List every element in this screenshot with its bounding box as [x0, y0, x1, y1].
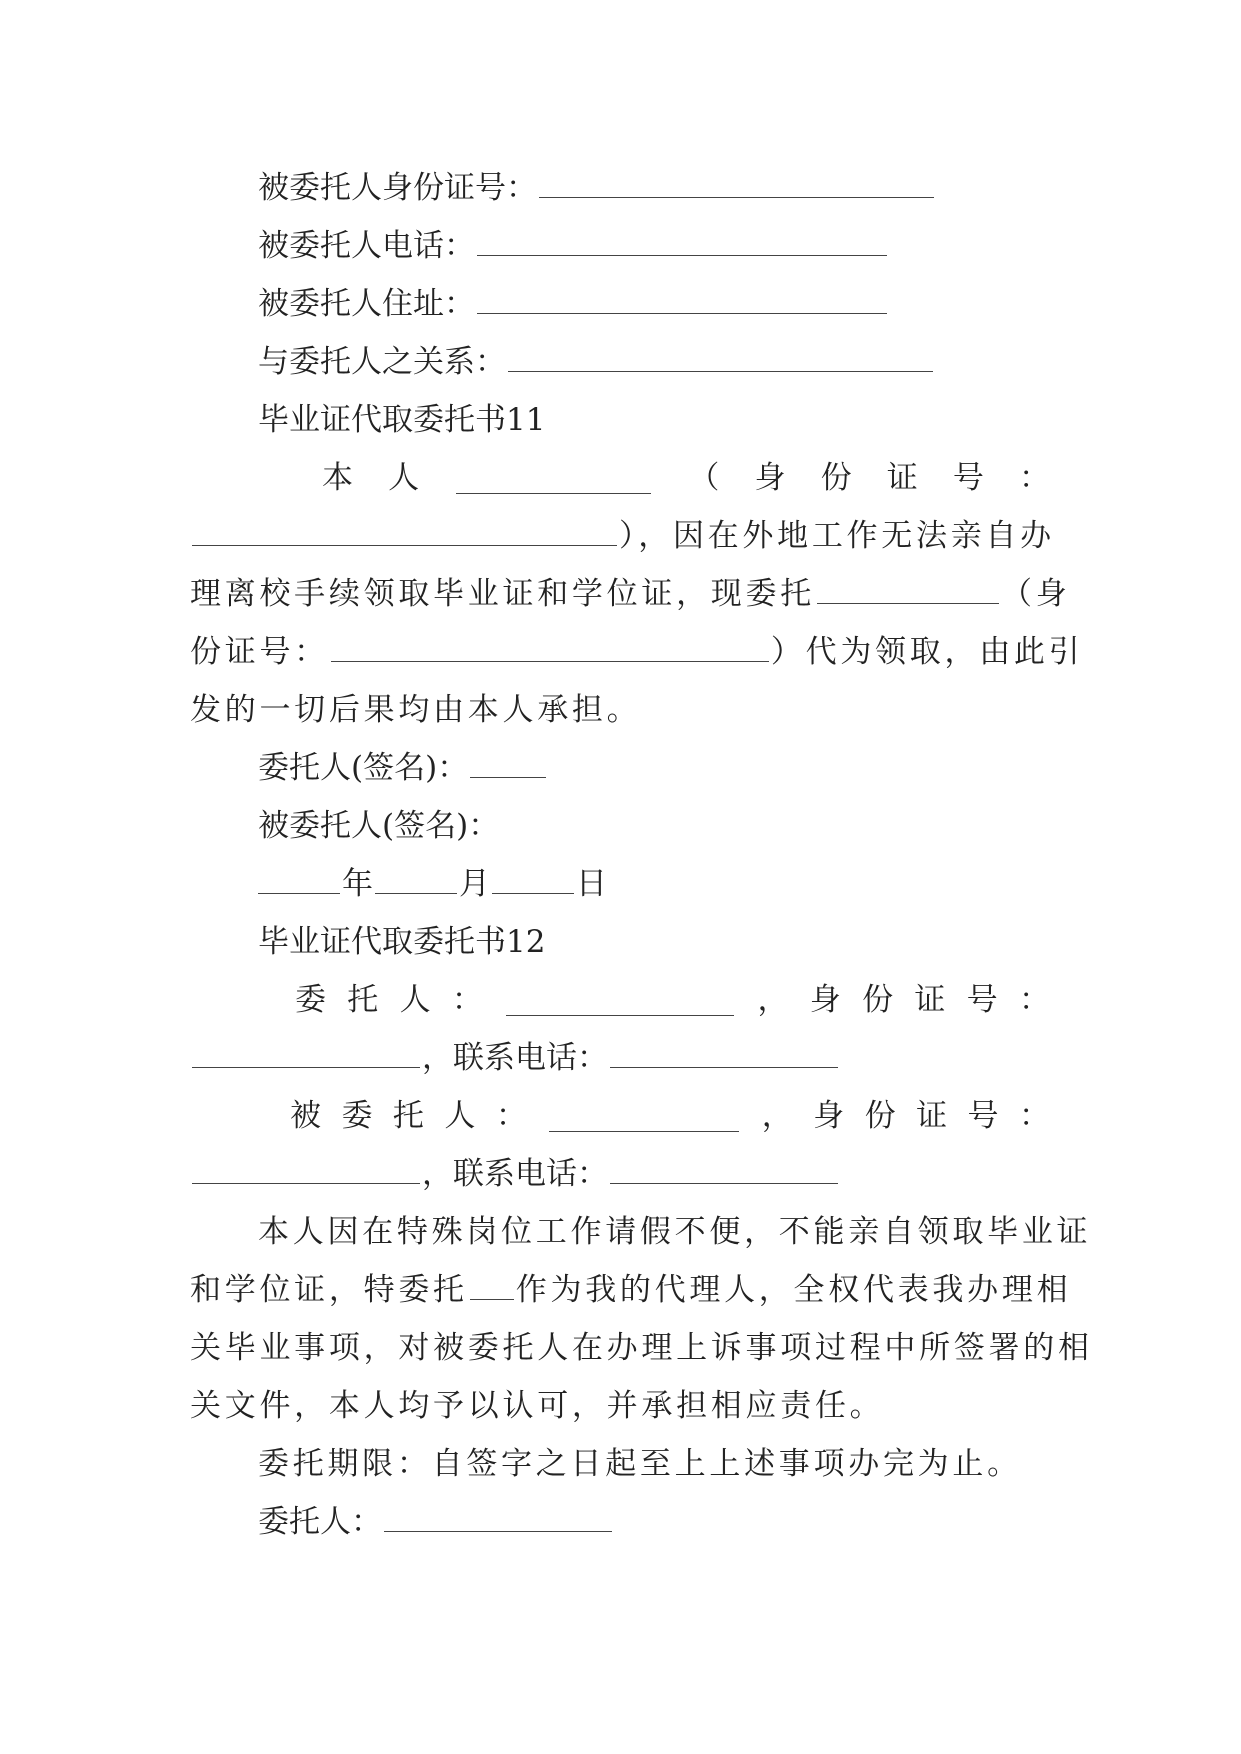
body-line1	[258, 1203, 1092, 1261]
para11-char: 号	[952, 460, 984, 496]
para12-char: 证	[916, 1098, 948, 1134]
para11-line5	[190, 681, 1050, 739]
para12-char: 份	[864, 1098, 896, 1134]
trustee-name-blank[interactable]	[817, 573, 999, 604]
para11-char: ：	[1019, 460, 1050, 496]
para12-char: 人	[444, 1098, 476, 1134]
para12-char: 托	[347, 982, 379, 1018]
para11-line2	[190, 507, 1055, 565]
para12-char: 证	[914, 982, 946, 1018]
para12-line4-text: ，联系电话：	[422, 1156, 608, 1192]
para12-char: ，	[761, 1098, 793, 1134]
principal-signature-blank[interactable]	[470, 747, 546, 778]
day-blank[interactable]	[492, 863, 574, 894]
term-line	[258, 1435, 1050, 1493]
para12-line2	[190, 1029, 1050, 1087]
para11-line4-text: ）代为领取，由此引	[770, 634, 1084, 670]
para12-char: ，	[757, 982, 789, 1018]
para11-char: 人	[388, 460, 420, 496]
para12-char: 份	[862, 982, 894, 1018]
relationship-label: 与委托人之关系：	[258, 344, 506, 380]
trustee-phone-line	[258, 217, 1050, 275]
body-line2-text: 和学位证，特委托	[190, 1272, 468, 1308]
body-line2-end: 作为我的代理人，全权代表我办理相	[515, 1272, 1072, 1308]
para12-line1	[190, 971, 1050, 1029]
para11-line3	[190, 565, 1071, 623]
para12-char: 身	[813, 1098, 845, 1134]
section-title-11	[258, 391, 1050, 449]
trustee-id-number-blank[interactable]	[331, 631, 769, 662]
para11-line4	[190, 623, 1084, 681]
trustee-signature-label: 被委托人(签名)：	[258, 808, 500, 844]
para11-line3-end: （身	[1000, 576, 1071, 612]
trustee-phone-blank[interactable]	[477, 225, 887, 256]
para11-line1	[190, 449, 1050, 507]
para12-char: 号	[966, 982, 998, 1018]
trustee12-name-blank[interactable]	[549, 1101, 739, 1132]
trustee-id-line	[258, 159, 1050, 217]
para12-char: 人	[399, 982, 431, 1018]
para12-char: 被	[290, 1098, 321, 1134]
body-line1-text: 本人因在特殊岗位工作请假不便，不能亲自领取毕业证	[258, 1214, 1092, 1250]
trustee-address-label: 被委托人住址：	[258, 286, 475, 322]
para12-line3	[190, 1087, 1050, 1145]
principal-signature-line	[258, 739, 1050, 797]
para11-char: 本	[322, 460, 353, 496]
para12-char: 委	[295, 982, 326, 1018]
section-title-12-text: 毕业证代取委托书12	[258, 924, 546, 960]
para12-char: 托	[392, 1098, 424, 1134]
body-line4-text: 关文件，本人均予以认可，并承担相应责任。	[190, 1388, 885, 1424]
trustee-address-blank[interactable]	[477, 283, 887, 314]
para11-char: （	[688, 460, 720, 496]
day-label: 日	[576, 866, 607, 902]
principal-name-blank[interactable]	[456, 463, 651, 494]
principal12-id-blank[interactable]	[192, 1037, 420, 1068]
para12-char: ：	[1018, 982, 1050, 1018]
year-label: 年	[342, 866, 373, 902]
body-line3	[190, 1319, 1093, 1377]
trustee-phone-label: 被委托人电话：	[258, 228, 475, 264]
month-label: 月	[459, 866, 490, 902]
trustee-address-line	[258, 275, 1050, 333]
principal-id-blank[interactable]	[192, 515, 617, 546]
section-title-12	[258, 913, 1050, 971]
para12-char: ：	[1018, 1098, 1050, 1134]
body-line4	[190, 1377, 1050, 1435]
para11-line4-label: 份证号：	[190, 634, 329, 670]
trustee-id-label: 被委托人身份证号：	[258, 170, 537, 206]
date-line	[258, 855, 1050, 913]
para12-char: ：	[495, 1098, 527, 1134]
body-line2	[190, 1261, 1072, 1319]
para12-line4	[190, 1145, 1050, 1203]
relationship-blank[interactable]	[508, 341, 933, 372]
section-title-11-text: 毕业证代取委托书11	[258, 402, 546, 438]
para12-line2-text: ，联系电话：	[422, 1040, 608, 1076]
para11-line5-text: 发的一切后果均由本人承担。	[190, 692, 642, 728]
year-blank[interactable]	[258, 863, 340, 894]
para12-char: ：	[451, 982, 483, 1018]
body-line3-text: 关毕业事项，对被委托人在办理上诉事项过程中所签署的相	[190, 1330, 1093, 1366]
term-text: 委托期限：自签字之日起至上上述事项办完为止。	[258, 1446, 1022, 1482]
para12-char: 号	[967, 1098, 999, 1134]
agent-name-blank[interactable]	[470, 1269, 514, 1300]
final-principal-line	[258, 1493, 1050, 1551]
principal-signature-label: 委托人(签名)：	[258, 750, 469, 786]
trustee12-phone-blank[interactable]	[610, 1153, 838, 1184]
para11-char: 证	[886, 460, 918, 496]
para11-line2-text: ），因在外地工作无法亲自办	[619, 518, 1055, 554]
trustee-id-blank[interactable]	[539, 167, 934, 198]
month-blank[interactable]	[375, 863, 457, 894]
relationship-line	[258, 333, 1050, 391]
principal12-name-blank[interactable]	[506, 985, 734, 1016]
principal12-phone-blank[interactable]	[610, 1037, 838, 1068]
para11-char: 身	[754, 460, 786, 496]
final-principal-label: 委托人：	[258, 1504, 382, 1540]
para11-line3-text: 理离校手续领取毕业证和学位证，现委托	[190, 576, 815, 612]
trustee12-id-blank[interactable]	[192, 1153, 420, 1184]
final-principal-blank[interactable]	[384, 1501, 612, 1532]
para11-char: 份	[820, 460, 852, 496]
para12-char: 身	[809, 982, 841, 1018]
para12-char: 委	[341, 1098, 373, 1134]
trustee-signature-line	[258, 797, 1050, 855]
